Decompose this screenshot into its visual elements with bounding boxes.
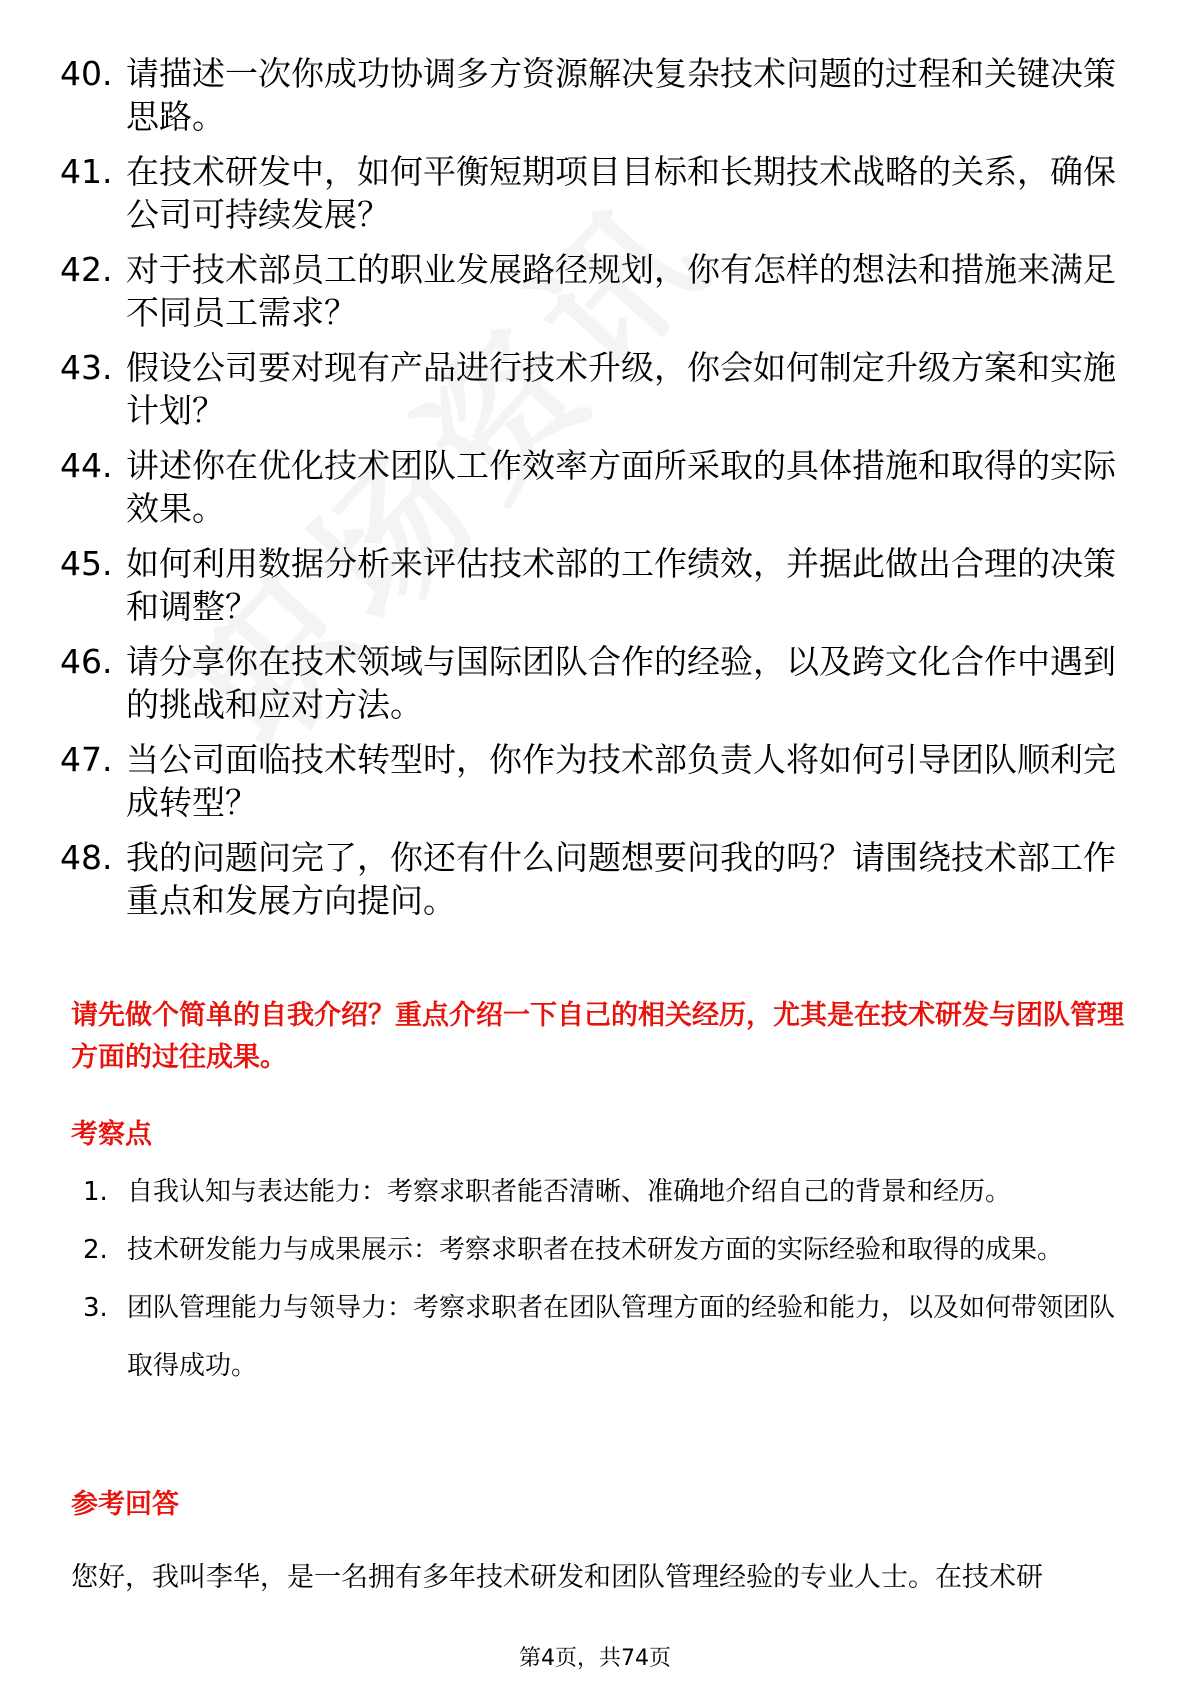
question-text: 如何利用数据分析来评估技术部的工作绩效，并据此做出合理的决策和调整？ [126, 544, 1116, 626]
question-item [60, 444, 1140, 530]
focus-point [83, 1279, 1133, 1395]
question-text: 请描述一次你成功协调多方资源解决复杂技术问题的过程和关键决策思路。 [126, 54, 1116, 136]
question-item [60, 150, 1140, 236]
question-item [60, 836, 1140, 922]
question-text: 请分享你在技术领域与国际团队合作的经验，以及跨文化合作中遇到的挑战和应对方法。 [126, 642, 1116, 724]
question-number: 41. [60, 152, 113, 191]
focus-point-text: 技术研发能力与成果展示：考察求职者在技术研发方面的实际经验和取得的成果。 [127, 1235, 1064, 1265]
question-number: 46. [60, 642, 113, 681]
answer-text: 您好，我叫李华，是一名拥有多年技术研发和团队管理经验的专业人士。在技术研 [71, 1562, 1043, 1593]
question-number: 45. [60, 544, 113, 583]
question-text: 对于技术部员工的职业发展路径规划，你有怎样的想法和措施来满足不同员工需求？ [126, 250, 1116, 332]
question-text: 假设公司要对现有产品进行技术升级，你会如何制定升级方案和实施计划？ [126, 348, 1116, 430]
question-number: 48. [60, 838, 113, 877]
question-item [60, 640, 1140, 726]
question-number: 43. [60, 348, 113, 387]
question-item [60, 248, 1140, 334]
focus-point-number: 1. [83, 1177, 108, 1207]
question-item [60, 52, 1140, 138]
question-list [60, 52, 1140, 934]
question-text: 当公司面临技术转型时，你作为技术部负责人将如何引导团队顺利完成转型？ [126, 740, 1116, 822]
question-item [60, 738, 1140, 824]
question-number: 42. [60, 250, 113, 289]
question-number: 47. [60, 740, 113, 779]
focus-point-text: 团队管理能力与领导力：考察求职者在团队管理方面的经验和能力，以及如何带领团队取得成功。 [127, 1293, 1116, 1381]
question-text: 在技术研发中，如何平衡短期项目目标和长期技术战略的关系，确保公司可持续发展？ [126, 152, 1116, 234]
focus-points-list [83, 1163, 1133, 1395]
focus-point-text: 自我认知与表达能力：考察求职者能否清晰、准确地介绍自己的背景和经历。 [127, 1177, 1012, 1207]
question-number: 40. [60, 54, 113, 93]
question-text: 讲述你在优化技术团队工作效率方面所采取的具体措施和取得的实际效果。 [126, 446, 1116, 528]
question-item [60, 346, 1140, 432]
focus-point [83, 1163, 1133, 1221]
intro-question: 请先做个简单的自我介绍？重点介绍一下自己的相关经历，尤其是在技术研发与团队管理方面的过往成果。 [71, 1000, 1124, 1073]
focus-point-number: 3. [83, 1293, 108, 1323]
answer-heading: 参考回答 [71, 1489, 179, 1520]
focus-heading: 考察点 [71, 1119, 152, 1150]
question-item [60, 542, 1140, 628]
page-footer: 第4页，共74页 [519, 1646, 671, 1671]
question-number: 44. [60, 446, 113, 485]
focus-point [83, 1221, 1133, 1279]
question-text: 我的问题问完了，你还有什么问题想要问我的吗？请围绕技术部工作重点和发展方向提问。 [126, 838, 1116, 920]
focus-point-number: 2. [83, 1235, 108, 1265]
